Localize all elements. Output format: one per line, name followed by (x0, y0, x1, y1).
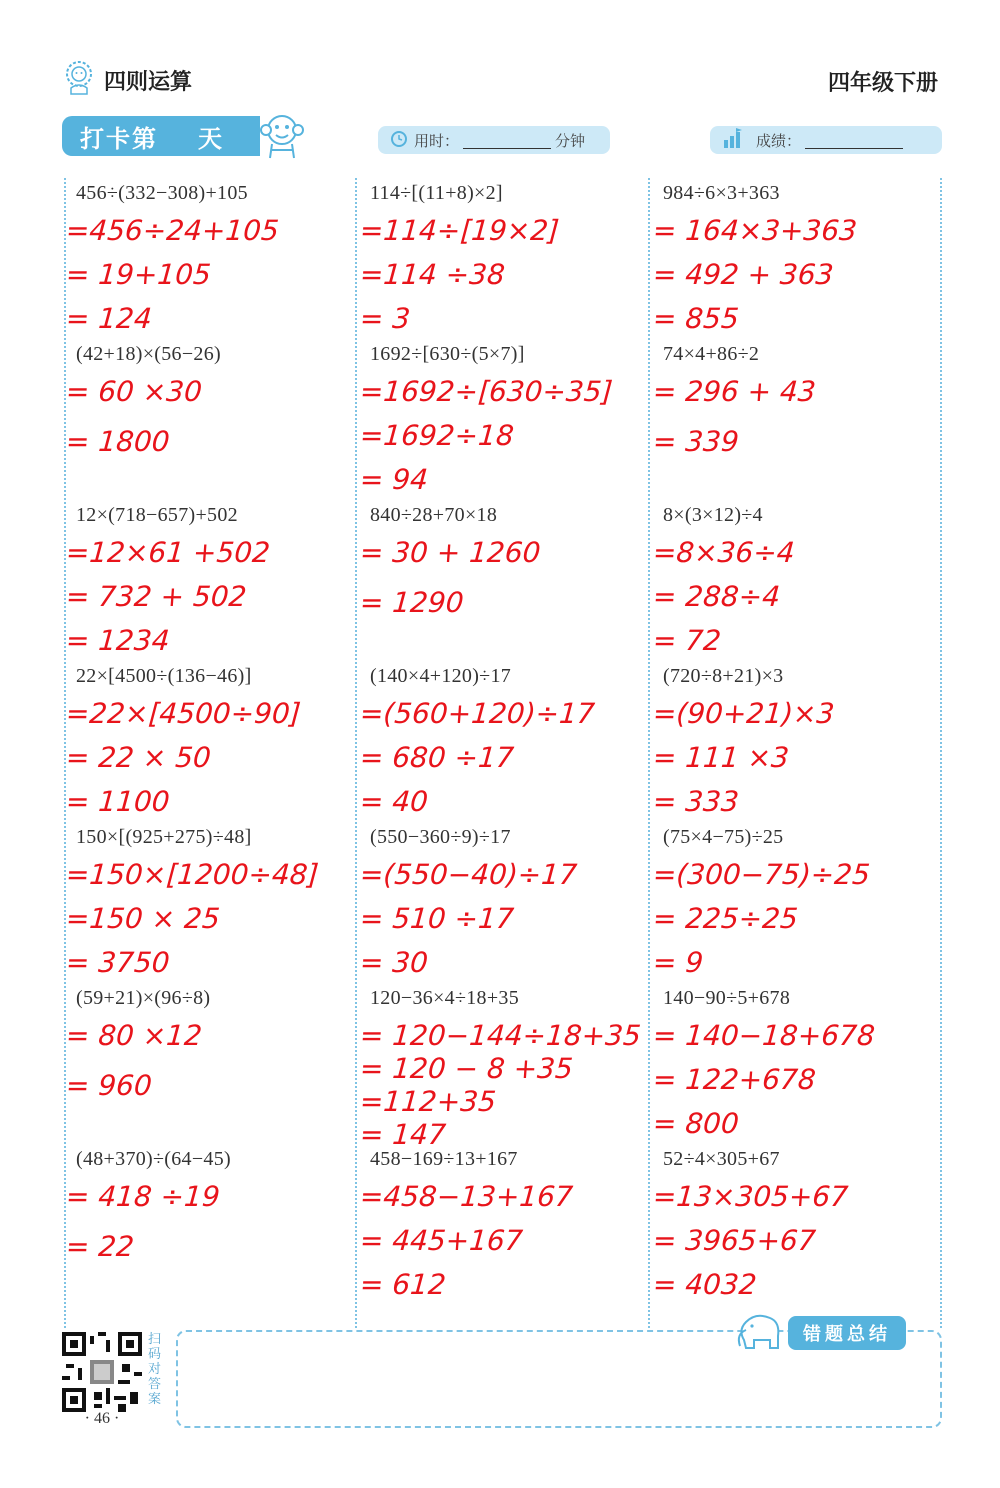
handwritten-step: = 1800 (64, 425, 171, 458)
handwritten-step: =458−13+167 (358, 1180, 575, 1213)
score-input[interactable] (805, 132, 903, 149)
column-divider (355, 178, 357, 1328)
handwritten-step: =13×305+67 (651, 1180, 850, 1213)
handwritten-step: = 612 (358, 1268, 447, 1301)
handwritten-step: = 9 (651, 946, 705, 979)
handwritten-step: =22×[4500÷90] (64, 697, 302, 730)
problem-text: 984÷6×3+363 (663, 182, 780, 204)
problem-text: (75×4−75)÷25 (663, 826, 784, 848)
problem-text: 150×[(925+275)÷48] (76, 826, 252, 848)
handwritten-step: =114÷[19×2] (358, 214, 561, 247)
handwritten-step: =(550−40)÷17 (358, 858, 579, 891)
handwritten-step: = 120−144÷18+35 (358, 1019, 643, 1052)
page-title: 四则运算 (104, 69, 193, 95)
time-input[interactable] (463, 132, 551, 149)
banner-label-b: 天 (198, 124, 224, 153)
handwritten-step: =112+35 (358, 1085, 498, 1118)
problem-text: (42+18)×(56−26) (76, 343, 221, 365)
handwritten-step: = 1234 (64, 624, 171, 657)
grade-label: 四年级下册 (827, 71, 938, 96)
handwritten-step: = 960 (64, 1069, 153, 1102)
handwritten-step: =114 ÷38 (358, 258, 507, 291)
problem-text: (140×4+120)÷17 (370, 665, 512, 687)
problem-text: (550−360÷9)÷17 (370, 826, 511, 848)
score-label: 成绩： (756, 131, 802, 150)
handwritten-step: = 19+105 (64, 258, 213, 291)
handwritten-step: =(560+120)÷17 (358, 697, 596, 730)
handwritten-step: = 800 (651, 1107, 740, 1140)
problem-text: 12×(718−657)+502 (76, 504, 238, 526)
problem-text: 22×[4500÷(136−46)] (76, 665, 252, 687)
problem-text: (720÷8+21)×3 (663, 665, 784, 687)
qr-caption: 扫码对答案 (148, 1332, 162, 1407)
banner-tail (228, 116, 258, 156)
handwritten-step: = 296 + 43 (651, 375, 817, 408)
handwritten-step: = 80 ×12 (64, 1019, 204, 1052)
handwritten-step: = 3 (358, 302, 412, 335)
handwritten-step: = 1290 (358, 586, 465, 619)
handwritten-step: = 147 (358, 1118, 447, 1151)
elephant-icon (734, 1310, 790, 1357)
handwritten-step: =150×[1200÷48] (64, 858, 320, 891)
handwritten-step: = 3965+67 (651, 1224, 817, 1257)
problem-text: 74×4+86÷2 (663, 343, 760, 365)
mistake-summary-label: 错题总结 (788, 1316, 906, 1350)
handwritten-step: = 140−18+678 (651, 1019, 876, 1052)
handwritten-step: = 122+678 (651, 1063, 817, 1096)
handwritten-step: = 60 ×30 (64, 375, 204, 408)
handwritten-step: = 124 (64, 302, 153, 335)
handwritten-step: = 418 ÷19 (64, 1180, 221, 1213)
handwritten-step: =1692÷[630÷35] (358, 375, 614, 408)
column-divider (940, 178, 942, 1328)
handwritten-step: = 30 (358, 946, 430, 979)
banner-label-a: 打卡第 (80, 124, 158, 153)
problem-text: (59+21)×(96÷8) (76, 987, 211, 1009)
problem-text: 8×(3×12)÷4 (663, 504, 763, 526)
handwritten-step: = 680 ÷17 (358, 741, 515, 774)
handwritten-step: = 111 ×3 (651, 741, 791, 774)
monkey-mascot-icon (258, 112, 310, 167)
time-field (378, 126, 610, 154)
handwritten-step: =12×61 +502 (64, 536, 272, 569)
problem-text: 52÷4×305+67 (663, 1148, 780, 1170)
handwritten-step: =(90+21)×3 (651, 697, 836, 730)
handwritten-step: = 225÷25 (651, 902, 800, 935)
handwritten-step: = 1100 (64, 785, 171, 818)
problem-text: 114÷[(11+8)×2] (370, 182, 503, 204)
problem-text: 458−169÷13+167 (370, 1148, 518, 1170)
handwritten-step: = 94 (358, 463, 430, 496)
handwritten-step: = 333 (651, 785, 740, 818)
handwritten-step: = 288÷4 (651, 580, 782, 613)
handwritten-step: =456÷24+105 (64, 214, 281, 247)
handwritten-step: = 72 (651, 624, 723, 657)
handwritten-step: = 164×3+363 (651, 214, 859, 247)
bar-chart-icon (722, 128, 744, 152)
handwritten-step: = 22 × 50 (64, 741, 213, 774)
header-title-group (62, 60, 192, 100)
handwritten-step: = 22 (64, 1230, 136, 1263)
handwritten-step: =8×36÷4 (651, 536, 796, 569)
handwritten-step: = 30 + 1260 (358, 536, 542, 569)
handwritten-step: = 510 ÷17 (358, 902, 515, 935)
qr-code[interactable] (62, 1332, 142, 1412)
handwritten-step: = 339 (651, 425, 740, 458)
handwritten-step: = 492 + 363 (651, 258, 835, 291)
handwritten-step: = 3750 (64, 946, 171, 979)
handwritten-step: =1692÷18 (358, 419, 515, 452)
page-number: · 46 · (84, 1410, 120, 1427)
clock-icon (390, 129, 408, 151)
handwritten-step: = 445+167 (358, 1224, 524, 1257)
handwritten-step: = 855 (651, 302, 740, 335)
time-unit: 分钟 (555, 131, 586, 150)
problem-text: 1692÷[630÷(5×7)] (370, 343, 525, 365)
score-field (710, 126, 942, 154)
handwritten-step: = 4032 (651, 1268, 758, 1301)
handwritten-step: = 732 + 502 (64, 580, 248, 613)
handwritten-step: =(300−75)÷25 (651, 858, 872, 891)
handwritten-step: = 120 − 8 +35 (358, 1052, 575, 1085)
problem-text: (48+370)÷(64−45) (76, 1148, 231, 1170)
lion-mascot-icon (62, 60, 96, 101)
handwritten-step: =150 × 25 (64, 902, 221, 935)
column-divider (648, 178, 650, 1328)
problem-text: 120−36×4÷18+35 (370, 987, 520, 1009)
problem-text: 456÷(332−308)+105 (76, 182, 248, 204)
problem-text: 840÷28+70×18 (370, 504, 498, 526)
time-label: 用时： (414, 131, 460, 150)
handwritten-step: = 40 (358, 785, 430, 818)
problem-text: 140−90÷5+678 (663, 987, 791, 1009)
